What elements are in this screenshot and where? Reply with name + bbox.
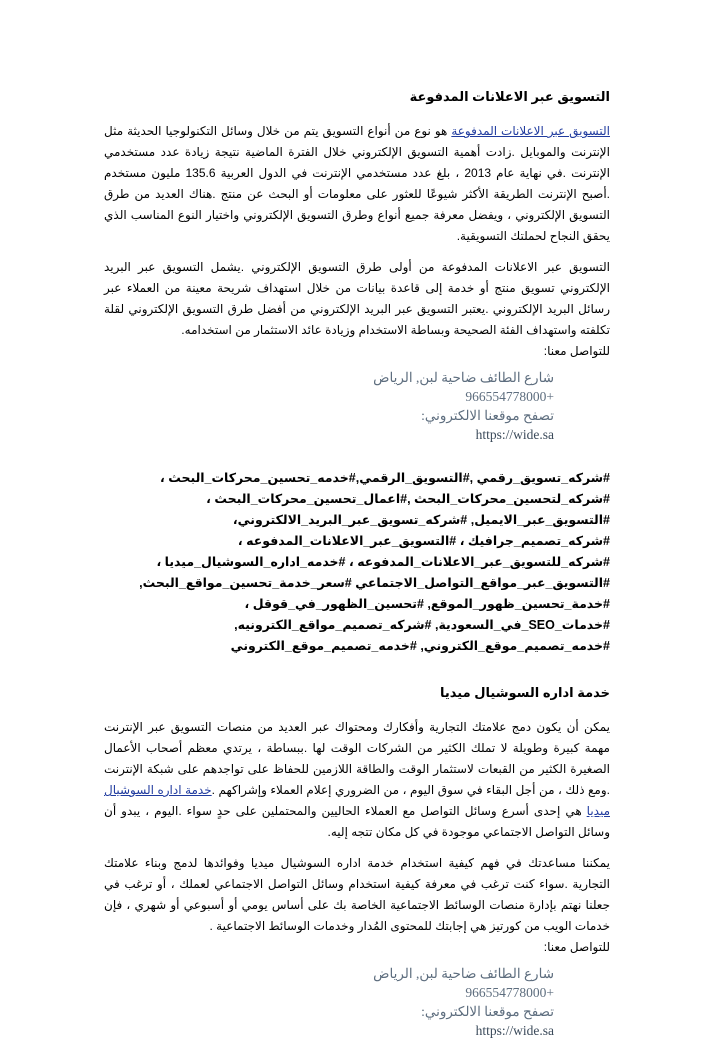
- website-label-2: تصفح موقعنا الالكتروني:: [421, 1004, 554, 1019]
- contact-label: للتواصل معنا:: [543, 344, 610, 358]
- address-line-2: شارع الطائف ضاحية لبن, الرياض: [373, 966, 554, 981]
- phone-number-2: +966554778000: [465, 985, 554, 1000]
- social-media-section: [104, 682, 610, 1040]
- email-marketing-paragraph: التسويق عبر الاعلانات المدفوعة من أولى طرق التسويق الإلكتروني .يشمل التسويق عبر البريد الإلكتروني تسويق منتج أو خدمة إلى قاعدة بيانات من خلال استهداف شريحة معينة من العملاء عبر رسائل البريد الإلكتروني .يعتبر التسويق عبر البريد الإلكتروني من أفضل طرق التسويق الإلكتروني لقلة تكلفته واستهداف الفئة الصحيحة وبساطة الاستخدام وزيادة عائد الاستثمار من استخدامه.: [104, 260, 610, 337]
- paid-ads-link[interactable]: التسويق عبر الاعلانات المدفوعة: [451, 124, 610, 138]
- social-intro-paragraph: [104, 717, 610, 843]
- address-line: شارع الطائف ضاحية لبن, الرياض: [373, 370, 554, 385]
- social-media-link[interactable]: خدمة اداره السوشيال ميديا: [104, 783, 610, 818]
- page-title: التسويق عبر الاعلانات المدفوعة: [409, 89, 610, 104]
- website-url[interactable]: https://wide.sa: [475, 427, 554, 442]
- social-help-paragraph: يمكننا مساعدتك في فهم كيفية استخدام خدمة اداره السوشيال ميديا وفوائدها لدمج وبناء علامتك التجارية .سواء كنت ترغب في معرفة كيفية استخدام وسائل التواصل الاجتماعي لعملك ، أو ترغب في جعلنا نهتم بإدارة منصات الوسائط الاجتماعية الخاصة بك على أساس يومي أو أسبوعي أو شهري ، فإن خدمات الويب من كورتيز هي إجابتك للمحتوى المُدار وخدمات الوسائط الاجتماعية .: [104, 856, 610, 933]
- social-intro-text: يمكن أن يكون دمج علامتك التجارية وأفكارك ومحتواك عبر العديد من منصات التسويق عبر الإنترنت مهمة كبيرة وطويلة لا تملك الكثير من الشركات الوقت لها .ببساطة ، يرتدي معظم أصحاب الأعمال الصغيرة الكثير من القبعات لاستثمار الوقت والطاقة اللازمين للحفاظ على تواجدهم على شبكة الإنترنت .ومع ذلك ، من أجل البقاء في سوق اليوم ، من الضروري إعلام العملاء وإشراكهم .: [104, 720, 610, 797]
- website-url-2[interactable]: https://wide.sa: [475, 1023, 554, 1038]
- phone-number: +966554778000: [465, 389, 554, 404]
- website-label: تصفح موقعنا الالكتروني:: [421, 408, 554, 423]
- contact-label-2: للتواصل معنا:: [543, 940, 610, 954]
- document-page: [104, 86, 610, 1038]
- intro-text: هو نوع من أنواع التسويق يتم من خلال وسائل التكنولوجيا الحديثة مثل الإنترنت والموبايل .زادت أهمية التسويق الإلكتروني خلال الفترة الماضية نتيجة زيادة عدد مستخدمي الإنترنت .في نهاية عام 2013 ، بلغ عدد مستخدمي الإنترنت في الدول العربية 135.6 مليون مستخدم .أصبح الإنترنت الطريقة الأكثر شيوعًا للعثور على معلومات أو البحث عن منتج .هناك العديد من طرق التسويق الإلكتروني ، ويفضل معرفة جميع أنواع وطرق التسويق الإلكتروني واختيار النوع المناسب الذي يحقق النجاح لحملتك التسويقية.: [104, 124, 610, 243]
- section-title: خدمة اداره السوشيال ميديا: [440, 685, 610, 700]
- social-intro-text-end: هي إحدى أسرع وسائل التواصل مع العملاء الحاليين والمحتملين على حدٍ سواء .اليوم ، يبدو أن وسائل التواصل الاجتماعي موجودة في كل مكان تتجه إليه.: [104, 804, 610, 839]
- hashtags-block: #شركه_تسويق_رقمي ,#التسويق_الرقمي,#خدمه_تحسين_محركات_البحث ، #شركه_لتحسين_محركات_البحث ,#اعمال_تحسين_محركات_البحث ، #التسويق_عبر_الايميل, #شركه_تسويق_عبر_البريد_الالكتروني، #شركه_تصميم_جرافيك ، #التسويق_عبر_الاعلانات_المدفوعه ، #شركه_للتسويق_عبر_الاعلانات_المدفوعه ، #خدمه_اداره_السوشيال_ميديا ، #التسويق_عبر_مواقع_التواصل_الاجتماعي #سعر_خدمة_تحسين_مواقع_البحث, #خدمة_تحسين_ظهور_الموقع, #تحسين_الظهور_في_قوقل ، #خدمات_SEO_في_السعودية, #شركه_تصميم_مواقع_الكترونيه, #خدمه_تصميم_موقع_الكتروني, #خدمه_تصميم_موقع_الكتروني: [139, 471, 610, 653]
- intro-paragraph: [104, 121, 610, 247]
